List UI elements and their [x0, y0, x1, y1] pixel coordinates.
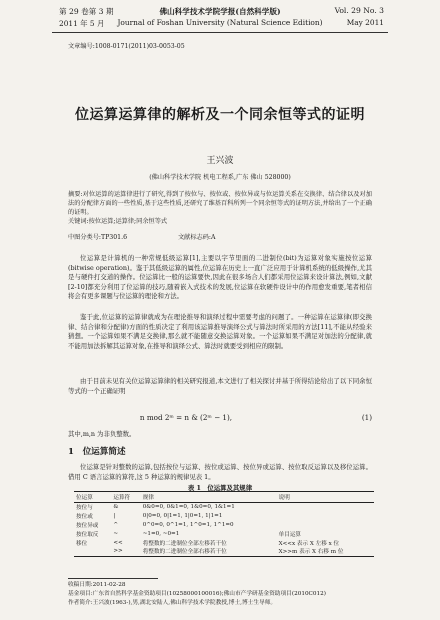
- table-header-cell: 位运算: [74, 492, 111, 503]
- table-cell: ^: [113, 521, 119, 528]
- table-cell: [277, 512, 374, 521]
- footnote-author-bio: 作者简介:王兴波(1963-),男,湖北安陆人,佛山科学技术学院教授,博士,博士生导师。: [68, 600, 277, 606]
- table-cell: &: [113, 504, 119, 511]
- bit-operation-table: [74, 491, 374, 557]
- table-cell: 移位: [76, 540, 88, 547]
- table-cell: 0|0=0, 0|1=1, 1|0=1, 1|1=1: [142, 513, 223, 520]
- table-row: [74, 503, 374, 512]
- paragraph-4: 其中,m,n 为非负整数。: [68, 430, 136, 438]
- volume-issue-en: Vol. 29 No. 3: [334, 6, 384, 15]
- table-header-row: [74, 492, 374, 503]
- table-row: [74, 512, 374, 521]
- table-cell: <<: [113, 539, 123, 546]
- table-cell: 将整数的二进制位全部左移若干位: [142, 540, 227, 547]
- footnote-received: 收稿日期:2011-02-28: [68, 582, 126, 588]
- table-cell: [74, 547, 111, 556]
- table-header-cell: 运算符: [111, 492, 140, 503]
- publish-date: 2011 年 5 月: [59, 19, 105, 28]
- table-cell: X>>m 表示 X 右移 m 位: [277, 547, 374, 556]
- table-cell: ~: [113, 530, 119, 537]
- section-heading-1: 1 位运算简述: [68, 447, 126, 457]
- table-row: [74, 547, 374, 556]
- paragraph-2: 鉴于此,位运算的运算律就成为在理论推导和演绎过程中需要考虑的问题了。一种运算在运算律(即交换律、结合律和分配律)方面的性质决定了利用该运算推导演绎公式与算法时所采用的方法[11],不能从经验来猜想。一个运算如果不满足交换律,那么就不能随意交换运算对象。一个运算如果不满足对加法的分配律,就不能用加法拆解其运算对象,在推导和演绎公式、算法时就要受到相应的限制。: [68, 313, 372, 350]
- paper-title: 位运算运算律的解析及一个同余恒等式的证明: [75, 107, 365, 123]
- footnote-funding: 基金项目:广东省自然科学基金资助项目(10258000100016);佛山市产学研基金资助项目(2010C012): [68, 591, 326, 597]
- keywords: 关键词:按位运算;运算律;同余恒等式: [68, 218, 168, 225]
- paragraph-1: 位运算是计算机的一种常规低级运算[1],主要以字节里面的二进制位(bit)为运算对象实施按位运算(bitwise operation)。鉴于其低级运算的属性,位运算在历史上一直广泛应用于计算机系统的低级操作,尤其是与硬件打交道的操作。位运算比一般的运算要快,因此在很多场合人们都采用位运算来设计算法,例如,文献[2-10]都充分利用了位运算的技巧,随着嵌入式技术的发展,位运算在软硬件设计中的作用愈发重要,笔者相信将会有更多课题与位运算的理论和方法。: [68, 254, 372, 301]
- table-cell: ~1=0, ~0=1: [142, 530, 180, 537]
- author-name: 王兴波: [206, 156, 234, 166]
- equation-text: n mod 2ᵐ = n & (2ᵐ − 1),: [139, 413, 233, 422]
- table-cell: [277, 503, 374, 512]
- article-number: 文章编号:1008-0171(2011)03-0053-05: [68, 43, 185, 50]
- equation-1: [0, 413, 372, 422]
- journal-title-cn: 佛山科学技术学院学报(自然科学版): [159, 7, 281, 16]
- paragraph-5: 位运算是针对整数的运算,包括按位与运算、按位或运算、按位异或运算、按位取反运算以及移位运算。借用 C 语言运算的算符,这 5 种运算的规律见表 1。: [68, 463, 372, 481]
- table-cell: X<<x 表示 X 左移 x 位: [278, 540, 340, 547]
- table-cell: |: [113, 513, 116, 520]
- abstract-text: 摘要:对位运算的运算律进行了研究,得到了按位与、按位或、按位异或与位运算关系在交换律、结合律以及对加法的分配律方面的一些性质,基于这些性质,还研究了维基百科所列一个同余恒等式的证明方法,并给出了一个正确的证明。: [68, 191, 372, 216]
- table-cell: 0^0=0, 0^1=1, 1^0=1, 1^1=0: [142, 521, 234, 528]
- table-cell: [277, 521, 374, 530]
- equation-number: (1): [361, 413, 372, 422]
- table-header-cell: 规律: [141, 492, 277, 503]
- footnote-rule: [68, 578, 158, 579]
- table-row: [74, 538, 374, 547]
- journal-header: [0, 0, 440, 42]
- abstract-block: [68, 190, 372, 226]
- paragraph-3: 由于目前未见有关位运算运算律的相关研究报道,本文进行了相关探讨并基于所得结论给出了以下同余恒等式的一个正确证明: [68, 377, 372, 395]
- author-affiliation: (佛山科学技术学院 机电工程系,广东 佛山 528000): [149, 174, 291, 181]
- volume-issue: 第 29 卷第 3 期: [59, 7, 114, 16]
- document-code: 文献标志码:A: [178, 234, 216, 241]
- publish-date-en: May 2011: [346, 18, 384, 27]
- table-header-cell: 说明: [277, 492, 374, 503]
- clc-number: 中图分类号:TP301.6: [68, 234, 128, 241]
- table-cell: 按位异或: [76, 522, 99, 529]
- classification-line: [68, 232, 216, 241]
- table-cell: 按位与: [76, 505, 93, 512]
- table-cell: 单目运算: [278, 531, 302, 538]
- table-row: [74, 521, 374, 530]
- table-cell: >>: [111, 547, 140, 556]
- table-cell: 按位取反: [76, 531, 99, 538]
- table-row: [74, 529, 374, 538]
- header-rule: [52, 32, 388, 33]
- journal-title-en: Journal of Foshan University (Natural Science Edition): [117, 18, 323, 27]
- table-cell: 0&0=0, 0&1=0, 1&0=0, 1&1=1: [142, 504, 235, 511]
- table-caption: 表 1 位运算及其规律: [187, 484, 253, 492]
- table-cell: 将整数的二进制位全部右移若干位: [141, 547, 277, 556]
- table-cell: 按位或: [76, 514, 93, 521]
